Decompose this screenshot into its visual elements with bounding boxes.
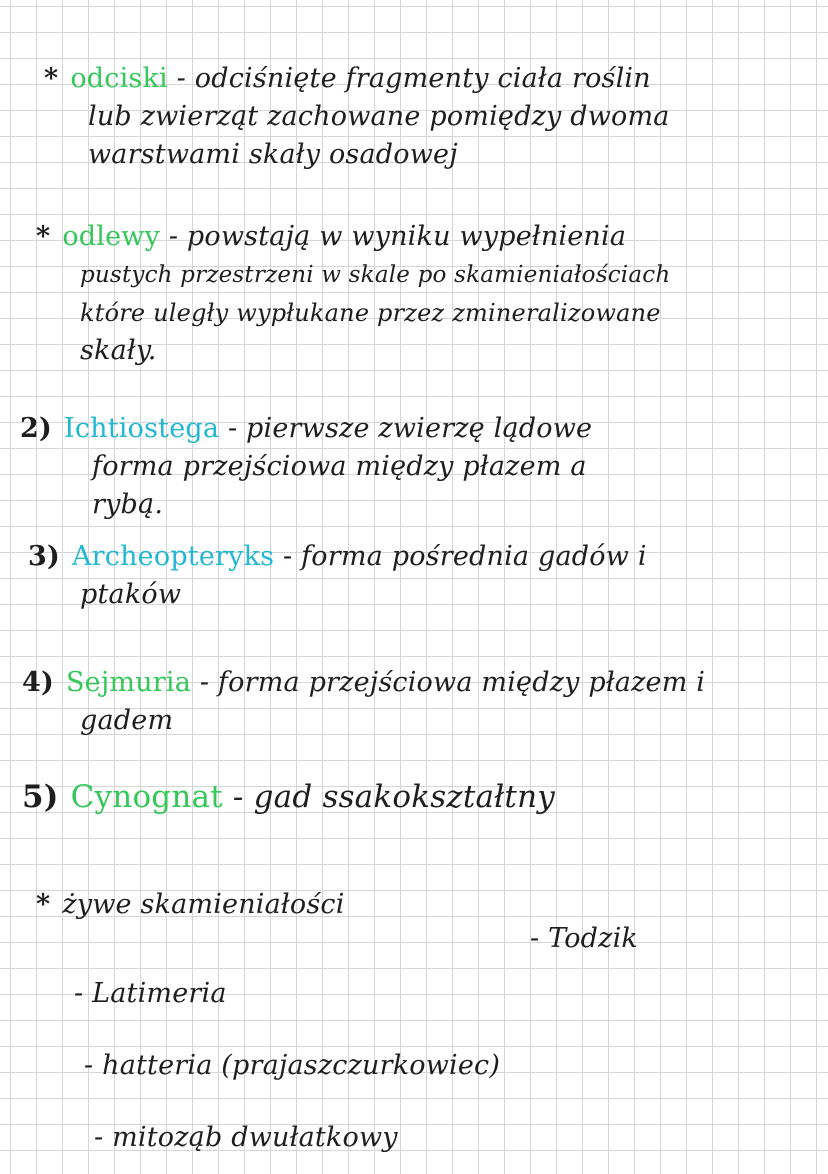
definition-line: forma przejściowa między płazem a [92, 451, 587, 482]
term-sejmuria: Sejmuria [65, 667, 192, 698]
term-odciski: odciski [70, 63, 168, 94]
definition-line: które uległy wypłukane przez zmineralizowane [80, 299, 661, 327]
note-sejmuria [22, 664, 705, 740]
term-archeopteryks: Archeopteryks [71, 541, 275, 572]
definition-line: pustych przestrzeni w skale po skamieniałościach [80, 262, 671, 288]
definition-line: - forma przejściowa między płazem i [191, 667, 706, 698]
note-odciski [44, 60, 670, 174]
note-odlewy [36, 218, 670, 370]
definition-line: - powstają w wyniku wypełnienia [160, 221, 627, 252]
definition-line: lub zwierząt zachowane pomiędzy dwoma [88, 101, 670, 132]
term-cynognat: Cynognat [70, 779, 223, 815]
definition-line: warstwami skały osadowej [88, 139, 458, 170]
note-ichtiostega [20, 410, 592, 524]
list-item: - mitoząb dwułatkowy [94, 1122, 398, 1153]
definition-line: gadem [80, 705, 174, 736]
list-item: - Latimeria [74, 978, 227, 1009]
living-fossils-title: żywe skamieniałości [62, 889, 345, 920]
living-fossils-list [74, 958, 500, 1174]
asterisk-bullet: * [36, 889, 51, 920]
asterisk-bullet: * [44, 63, 59, 94]
living-fossils-side-item: - Todzik [530, 923, 638, 954]
definition-line: - gad ssakokształtny [222, 779, 555, 815]
definition-line: - pierwsze zwierzę lądowe [219, 413, 593, 444]
definition-line: - forma pośrednia gadów i [274, 541, 647, 572]
definition-line: ptaków [80, 579, 182, 610]
living-fossils-heading [36, 886, 345, 924]
list-number: 5) [22, 779, 59, 815]
term-odlewy: odlewy [62, 221, 161, 252]
definition-line: skały. [80, 335, 157, 366]
definition-line: - odciśnięte fragmenty ciała roślin [167, 63, 651, 94]
asterisk-bullet: * [36, 221, 51, 252]
list-item: - hatteria (prajaszczurkowiec) [84, 1050, 501, 1081]
list-number: 3) [28, 541, 60, 572]
term-ichtiostega: Ichtiostega [63, 413, 220, 444]
list-number: 4) [22, 667, 54, 698]
list-number: 2) [20, 413, 52, 444]
note-cynognat [22, 778, 555, 816]
note-archeopteryks [28, 538, 647, 614]
definition-line: rybą. [92, 489, 164, 520]
